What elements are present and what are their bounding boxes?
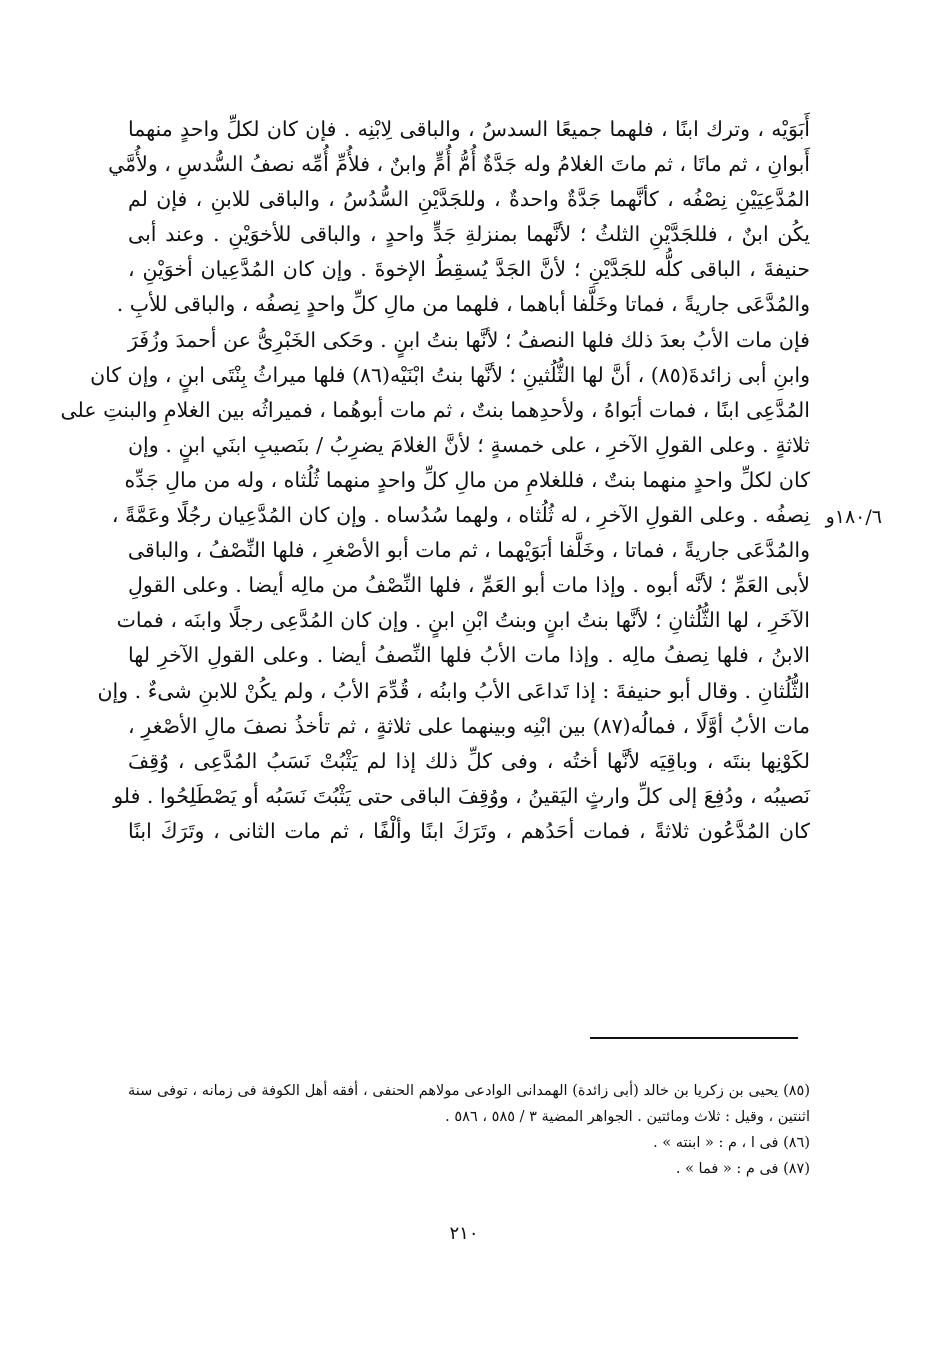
text-line: المُدَّعِيَيْنِ نِصْفُه ، كأنَّهما جَدَّةٌ واحدةٌ ، وللجَدَّيْنِ السُّدُسُ ، والباقى للابنِ ، فإن لم — [128, 187, 810, 212]
text-line: ثلاثةٍ . وعلى القولِ الآخرِ ، على خمسةٍ ؛ لأنَّ الغلامَ يضرِبُ / بنَصيبِ ابنَي ابنٍ . وإن — [128, 432, 810, 457]
text-line: لأبى العَمِّ ؛ لأنَّه أبوه . وإذا مات أبو العَمِّ ، فلها النِّصْفُ من مالِه أيضا . وعلى القولِ — [128, 573, 810, 598]
footnote-line: (٨٥) يحيى بن زكريا بن خالد (أبى زائدة) الهمدانى الوادعى مولاهم الحنفى ، أفقه أهل الكوفة فى زمانه ، توفى سنة — [128, 1083, 810, 1099]
text-line: الآخَرِ ، لها الثُّلُثانِ ؛ لأنَّها بنتُ ابنٍ وبنتُ ابْنِ ابنٍ . وإن كان المُدَّعِى رجلًا وابنَه ، فمات — [116, 608, 810, 633]
text-line: حنيفةَ ، الباقى كلُّه للجَدَّيْنِ ؛ لأنَّ الجَدَّ يُسقِطُ الإخوةَ . وإن كان المُدَّعِيان أخوَيْنِ ، — [128, 257, 810, 282]
text-line: أَبَوَيْه ، وترك ابنًا ، فلهما جميعًا السدسُ ، والباقى لِابْنِه . فإن كان لكلِّ واحدٍ منهما — [128, 117, 810, 141]
text-line: كان المُدَّعُون ثلاثةً ، فمات أحَدُهم ، وتَرَكَ ابنًا وألْفًا ، ثم مات الثانى ، وتَرَكَ ابنًا — [128, 818, 810, 843]
text-line: المُدَّعِى ابنًا ، فمات أبَواهُ ، ولأحدِهما بنتٌ ، ثم مات أبوهُما ، فميراثُه بين الغلامِ والبنتِ على — [60, 397, 810, 422]
text-line: والمُدَّعَى جاريةً ، فماتا وخَلَّفا أباهما ، فلهما من مالِ كلِّ واحدٍ نِصفُه ، والباقى للأبِ . — [116, 292, 810, 317]
text-line: لكَوْنِها بنتَه ، وباقِيَه لأنَّها أختُه ، وفى كلِّ ذلك إذا لم يَثْبُتْ نَسَبُ المُدَّعِى ، وُقِفَ — [128, 748, 810, 773]
text-line: الثُّلُثانِ . وقال أبو حنيفةَ : إذا تَداعَى الأبُ وابنُه ، قُدِّمَ الأبُ ، ولم يكُنْ للابنِ شىءٌ . وإن — [97, 678, 810, 703]
main-text-block — [60, 112, 811, 849]
text-line: يكُن ابنٌ ، فللجَدَّيْنِ الثلثُ ؛ لأنَّهما بمنزلةِ جَدٍّ واحدٍ ، والباقى للأخوَيْنِ . وعند أبى — [128, 222, 810, 247]
footnote-line: اثنتين ، وقيل : ثلاث ومائتين . الجواهر المضية ٣ / ٥٨٥ ، ٥٨٦ . — [445, 1109, 810, 1125]
manuscript-folio-reference: ١٨٠/٦و — [825, 506, 882, 528]
text-line: أَبوانِ ، ثم ماتَا ، ثم ماتَ الغلامُ وله جَدَّةٌ أُمُّ أُمٍّ وابنٌ ، فلأُمِّ أُمِّه نصفُ السُّدسِ ، ولأُمَّي — [108, 152, 810, 177]
text-line: كان لكلِّ واحدٍ منهما بنتٌ ، فللغلامِ من مالِ كلِّ واحدٍ منهما ثُلُثاه ، وله من مالِ جَدِّه — [124, 467, 810, 492]
text-line: فإن مات الأبُ بعدَ ذلك فلها النصفُ ؛ لأنَّها بنتُ ابنٍ . وحَكى الخَبْرِىُّ عن أحمدَ وزُفَرَ — [128, 327, 810, 352]
footnote-separator — [590, 1037, 798, 1039]
text-line: الابنُ ، فلها نِصفُ مالِه . وإذا مات الأبُ فلها النِّصفُ أيضا . وعلى القولِ الآخرِ لها — [128, 643, 810, 668]
footnotes-block — [128, 1078, 810, 1182]
text-line: نَصيبُه ، ودُفِعَ إلى كلِّ وارثٍ اليَقينُ ، ووُقِفَ الباقى حتى يَثْبُتَ نَسَبُه أو يَصْطَلِحُوا . فلو — [113, 783, 810, 808]
page-number: ٢١٠ — [449, 1223, 479, 1244]
text-line: نِصفُه . وعلى القولِ الآخرِ ، له ثُلُثاه ، ولهما سُدُساه . وإن كان المُدَّعِيان رجُلًا وعَمَّةً ، — [111, 503, 810, 528]
text-line: والمُدَّعَى جاريةً ، فماتا ، وخَلَّفا أبَوَيْهما ، ثم مات أبو الأصْغرِ ، فلها النِّصْفُ ، والباقى — [127, 538, 810, 563]
footnote-line: (٨٦) فى ا ، م : « ابنته » . — [653, 1135, 810, 1151]
footnote-line: (٨٧) فى م : « فما » . — [675, 1161, 810, 1177]
text-line: مات الأبُ أوَّلًا ، فمالُه(٨٧) بين ابْنِه وبينهما على ثلاثةٍ ، ثم تأخذُ نصفَ مالِ الأصْغرِ ، — [128, 713, 811, 738]
text-line: وابنِ أبى زائدةَ(٨٥) ، أنَّ لها الثُّلُثينِ ؛ لأنَّها بنتُ ابْنَيْه(٨٦) فلها ميراثُ بِنْتَى ابنٍ ، وإن كان — [90, 362, 810, 387]
